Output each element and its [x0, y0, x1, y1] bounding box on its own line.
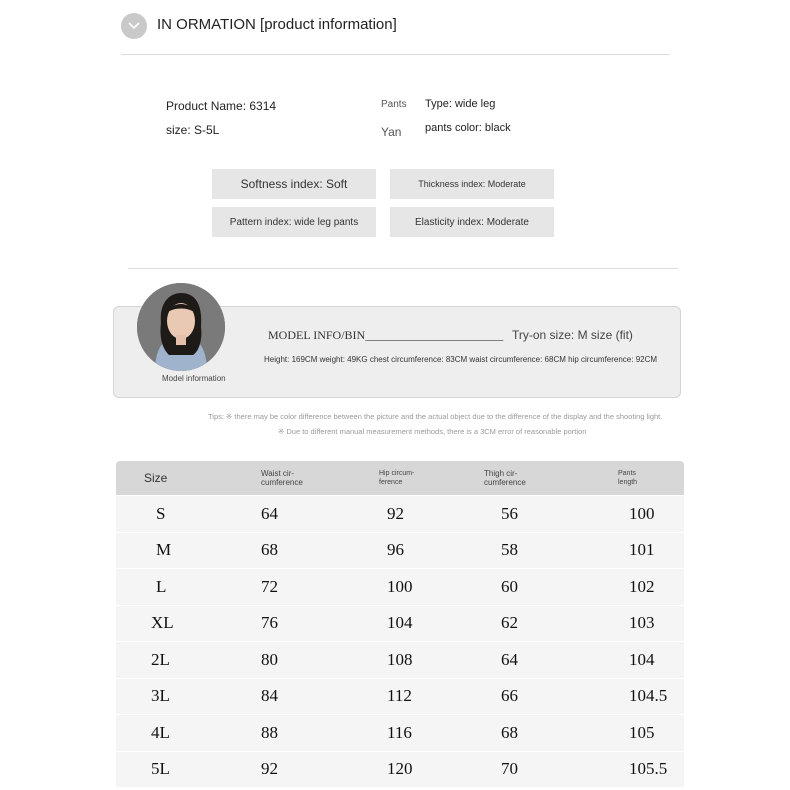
cell-size: L	[156, 576, 167, 596]
header-length: Pants length	[618, 470, 638, 486]
product-name: Product Name: 6314	[166, 99, 277, 113]
table-row	[116, 605, 684, 642]
cell-hip: 112	[387, 686, 412, 706]
cell-thigh: 70	[501, 759, 518, 779]
table-row	[116, 751, 684, 788]
cell-length: 105	[629, 722, 655, 742]
cell-length: 104.5	[629, 686, 668, 706]
pattern-index: Pattern index: wide leg pants	[212, 207, 376, 237]
elasticity-index: Elasticity index: Moderate	[390, 207, 554, 237]
cell-length: 104	[629, 649, 655, 669]
cell-thigh: 64	[501, 649, 518, 669]
cell-hip: 120	[387, 759, 413, 779]
yan-label: Yan	[381, 125, 402, 139]
cell-size: M	[156, 540, 172, 560]
cell-size: 3L	[151, 686, 170, 706]
cell-size: 4L	[151, 722, 170, 742]
size-table	[116, 461, 684, 787]
tip-line-1: Tips: ※ there may be color difference between the picture and the actual object due to the difference of the display and the shooting light.	[208, 412, 663, 421]
cell-size: 2L	[151, 649, 170, 669]
page-title: IN ORMATION [product information]	[157, 16, 397, 33]
cell-waist: 68	[261, 540, 278, 560]
table-row	[116, 714, 684, 751]
model-stats: Height: 169CM weight: 49KG chest circumference: 83CM waist circumference: 68CM hip circumference: 92CM	[264, 355, 658, 364]
header-hip: Hip circum- ference	[379, 470, 415, 486]
cell-thigh: 66	[501, 686, 518, 706]
table-header	[116, 461, 684, 495]
cell-thigh: 56	[501, 503, 518, 523]
cell-hip: 96	[387, 540, 404, 560]
product-color: pants color: black	[425, 122, 511, 134]
cell-hip: 116	[387, 722, 412, 742]
model-avatar	[137, 283, 225, 371]
cell-hip: 92	[387, 503, 404, 523]
cell-waist: 64	[261, 503, 278, 523]
softness-index: Softness index: Soft	[212, 169, 376, 199]
pants-label: Pants	[381, 99, 407, 110]
cell-thigh: 58	[501, 540, 518, 560]
table-row	[116, 495, 684, 532]
table-row	[116, 641, 684, 678]
table-row	[116, 532, 684, 569]
cell-waist: 76	[261, 613, 278, 633]
cell-waist: 88	[261, 722, 278, 742]
cell-length: 105.5	[629, 759, 668, 779]
cell-size: 5L	[151, 759, 170, 779]
divider	[121, 54, 670, 55]
cell-size: XL	[151, 613, 174, 633]
cell-waist: 92	[261, 759, 278, 779]
cell-size: S	[156, 503, 166, 523]
cell-length: 100	[629, 503, 655, 523]
model-caption: Model information	[162, 374, 226, 383]
header-size: Size	[144, 470, 168, 485]
cell-hip: 104	[387, 613, 413, 633]
cell-waist: 84	[261, 686, 278, 706]
cell-thigh: 68	[501, 722, 518, 742]
product-size: size: S-5L	[166, 123, 220, 137]
tip-line-2: ※ Due to different manual measurement methods, there is a 3CM error of reasonable portion	[278, 427, 587, 436]
cell-length: 102	[629, 576, 655, 596]
header-waist: Waist cir- cumference	[261, 469, 303, 487]
cell-length: 103	[629, 613, 655, 633]
header-thigh: Thigh cir- cumference	[484, 469, 526, 487]
model-info-title: MODEL INFO/BIN_______________________	[268, 328, 504, 342]
cell-thigh: 60	[501, 576, 518, 596]
divider	[128, 268, 678, 269]
tryon-size: Try-on size: M size (fit)	[512, 328, 633, 342]
product-type: Type: wide leg	[425, 98, 496, 110]
table-row	[116, 568, 684, 605]
chevron-down-icon	[121, 13, 147, 39]
cell-hip: 108	[387, 649, 413, 669]
cell-thigh: 62	[501, 613, 518, 633]
cell-hip: 100	[387, 576, 413, 596]
cell-waist: 80	[261, 649, 278, 669]
cell-waist: 72	[261, 576, 278, 596]
cell-length: 101	[629, 540, 655, 560]
thickness-index: Thickness index: Moderate	[390, 169, 554, 199]
table-row	[116, 678, 684, 715]
